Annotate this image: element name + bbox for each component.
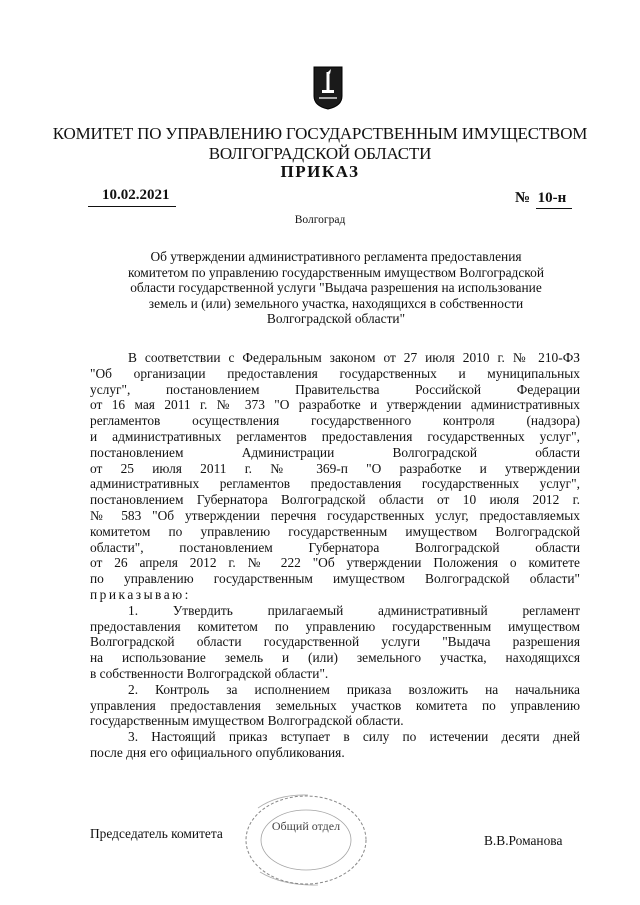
- body-line: по управлению государственным имуществом Волгоградской области": [90, 571, 580, 587]
- order-item-3: [90, 729, 580, 761]
- signatory-name: В.В.Романова: [484, 833, 563, 848]
- date-underline: [88, 206, 176, 207]
- body-line: № 583 "Об утверждении перечня государственных услуг, предоставляемых: [90, 507, 580, 523]
- stamp-text: Общий отдел: [271, 819, 341, 833]
- subject-line: Об утверждении административного регламента предоставления: [150, 249, 522, 264]
- body-line: "Об организации предоставления государственных и муниципальных: [90, 365, 580, 381]
- number-underline: [536, 208, 572, 209]
- body-line: от 16 мая 2011 г. № 373 "О разработке и утверждении административных: [90, 397, 580, 413]
- order-number-field: [515, 190, 566, 207]
- body-line: Волгоградской области государственной услуги "Выдача разрешения: [90, 634, 580, 650]
- volgograd-emblem-icon: [313, 66, 343, 110]
- body-line: после дня его официального опубликования.: [90, 744, 345, 760]
- body-line: регламентов осуществления государственного контроля (надзора): [90, 413, 580, 429]
- body-line: 1. Утвердить прилагаемый административный регламент: [128, 602, 580, 618]
- body-line: постановлением Губернатора Волгоградской области от 10 июля 2012 г.: [90, 492, 580, 508]
- body-line: в собственности Волгоградской области".: [90, 665, 329, 681]
- body-line: государственным имуществом Волгоградской области.: [90, 713, 404, 729]
- order-number: 10-н: [537, 190, 567, 206]
- body-line: В соответствии с Федеральным законом от 27 июля 2010 г. № 210-ФЗ: [128, 350, 580, 365]
- body-line: области", постановлением Губернатора Волгоградской области: [90, 539, 580, 555]
- body-line: от 25 июля 2011 г. № 369-п "О разработке и утверждении: [90, 460, 580, 476]
- body-line: 2. Контроль за исполнением приказа возложить на начальника: [128, 681, 580, 697]
- subject-line: области государственной услуги "Выдача разрешения на использование: [130, 280, 542, 295]
- body-line: 3. Настоящий приказ вступает в силу по истечении десяти дней: [128, 729, 580, 745]
- subject-line: земель и (или) земельного участка, находящихся в собственности: [148, 295, 524, 311]
- preamble-paragraph: [90, 350, 580, 603]
- number-sign: №: [515, 190, 531, 206]
- body-line: административных регламентов предоставления государственных услуг",: [90, 476, 580, 492]
- order-body: [90, 350, 580, 761]
- subject-line: Волгоградской области": [266, 311, 406, 326]
- signatory-position: Председатель комитета: [90, 826, 223, 841]
- organization-name-line-1: КОМИТЕТ ПО УПРАВЛЕНИЮ ГОСУДАРСТВЕННЫМ ИМУЩЕСТВОМ: [52, 124, 588, 143]
- body-line: и административных регламентов предоставления государственных услуг",: [90, 428, 580, 444]
- body-line: управления предоставления земельных участков комитета по управлению: [90, 697, 580, 713]
- order-subject: [96, 249, 576, 327]
- order-item-1: [90, 603, 580, 682]
- body-line: на использование земель и (или) земельного участка, находящихся: [90, 650, 580, 666]
- issue-city: Волгоград: [294, 214, 346, 226]
- body-line: предоставления комитетом по управлению государственным имуществом: [90, 618, 580, 634]
- body-line: услуг", постановлением Правительства Российской Федерации: [90, 381, 580, 397]
- subject-line: комитетом по управлению государственным имуществом Волгоградской: [128, 264, 544, 280]
- body-line: постановлением Администрации Волгоградской области: [90, 444, 580, 460]
- department-stamp: [238, 790, 368, 890]
- order-date: 10.02.2021: [102, 187, 170, 203]
- organization-name-line-2: ВОЛГОГРАДСКОЙ ОБЛАСТИ: [208, 144, 432, 163]
- document-type-title: ПРИКАЗ: [280, 162, 360, 181]
- order-item-2: [90, 682, 580, 729]
- order-word: приказываю:: [90, 586, 191, 602]
- body-line: комитетом по управлению государственным имуществом Волгоградской: [90, 523, 580, 539]
- body-line: от 26 апреля 2012 г. № 222 "Об утверждении Положения о комитете: [90, 555, 580, 571]
